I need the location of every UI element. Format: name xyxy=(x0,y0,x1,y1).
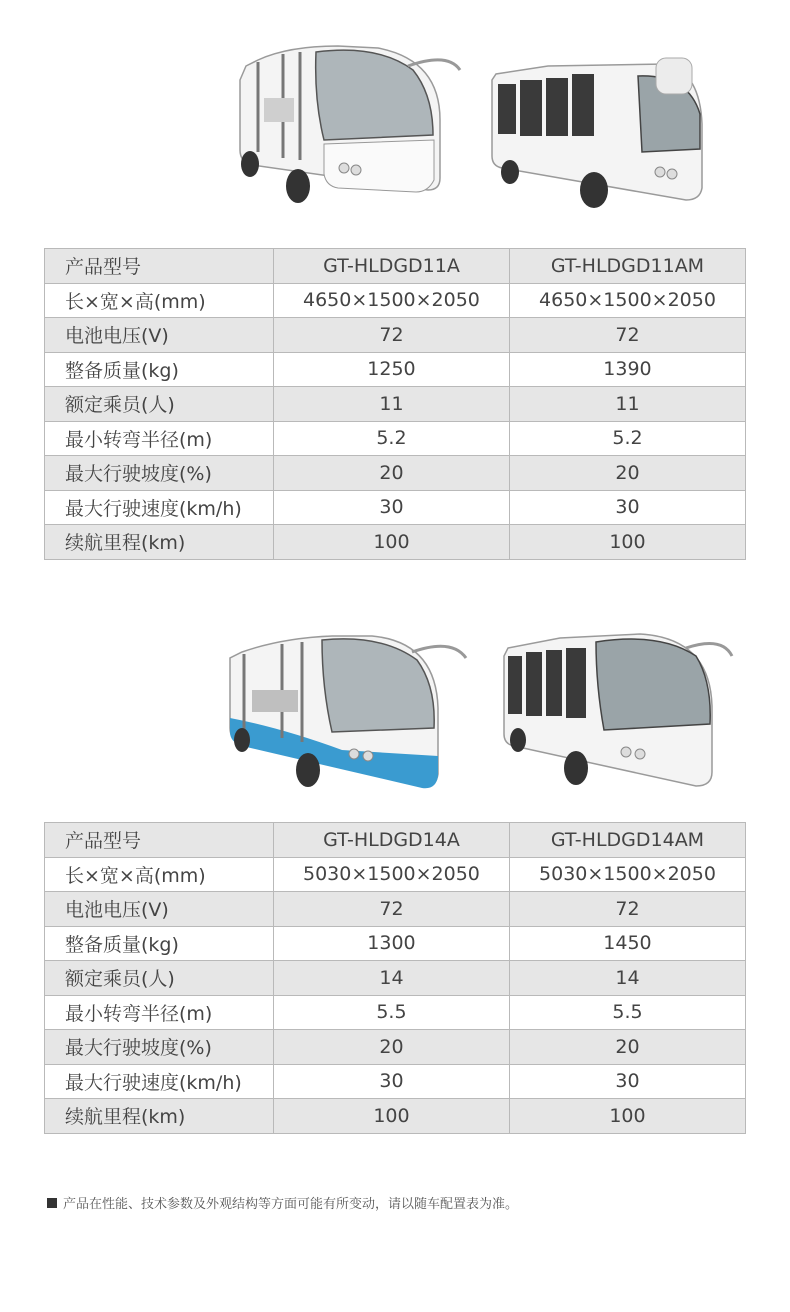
table-row xyxy=(45,1064,746,1099)
spec-value-cell: GT-HLDGD11AM xyxy=(509,249,745,284)
spec-value-cell: 20 xyxy=(273,1030,509,1065)
spec-value-cell: GT-HLDGD11A xyxy=(273,249,509,284)
vehicle-image-14am xyxy=(500,626,736,802)
table-row xyxy=(45,1030,746,1065)
table-row xyxy=(45,387,746,422)
spec-label-cell: 最大行驶坡度(%) xyxy=(45,1030,274,1065)
spec-value-cell: 30 xyxy=(273,490,509,525)
table-row xyxy=(45,421,746,456)
spec-value-cell: 30 xyxy=(509,490,745,525)
spec-label-cell: 长×宽×高(mm) xyxy=(45,857,274,892)
spec-value-cell: 1450 xyxy=(509,926,745,961)
spec-value-cell: 20 xyxy=(509,1030,745,1065)
spec-value-cell: 4650×1500×2050 xyxy=(509,283,745,318)
spec-label-cell: 最大行驶速度(km/h) xyxy=(45,490,274,525)
table-row xyxy=(45,995,746,1030)
spec-value-cell: 1300 xyxy=(273,926,509,961)
spec-value-cell: GT-HLDGD14AM xyxy=(509,823,745,858)
spec-value-cell: 72 xyxy=(509,892,745,927)
vehicle-image-11am xyxy=(488,44,722,220)
table-row xyxy=(45,283,746,318)
spec-value-cell: 30 xyxy=(273,1064,509,1099)
footnote-text: 产品在性能、技术参数及外观结构等方面可能有所变动，请以随车配置表为准。 xyxy=(63,1197,519,1212)
table-row xyxy=(45,318,746,353)
table-row xyxy=(45,249,746,284)
spec-value-cell: 100 xyxy=(273,525,509,560)
spec-value-cell: 5.2 xyxy=(509,421,745,456)
spec-value-cell: 14 xyxy=(273,961,509,996)
spec-label-cell: 最小转弯半径(m) xyxy=(45,995,274,1030)
spec-label-cell: 电池电压(V) xyxy=(45,318,274,353)
spec-value-cell: 5.5 xyxy=(509,995,745,1030)
spec-value-cell: 30 xyxy=(509,1064,745,1099)
spec-label-cell: 产品型号 xyxy=(45,249,274,284)
table-row xyxy=(45,892,746,927)
spec-value-cell: 100 xyxy=(509,525,745,560)
spec-label-cell: 电池电压(V) xyxy=(45,892,274,927)
table-row xyxy=(45,961,746,996)
spec-label-cell: 续航里程(km) xyxy=(45,1099,274,1134)
spec-value-cell: 1250 xyxy=(273,352,509,387)
spec-value-cell: 1390 xyxy=(509,352,745,387)
spec-label-cell: 整备质量(kg) xyxy=(45,352,274,387)
spec-value-cell: 4650×1500×2050 xyxy=(273,283,509,318)
spec-label-cell: 产品型号 xyxy=(45,823,274,858)
vehicle-image-14a xyxy=(222,628,472,804)
spec-value-cell: 72 xyxy=(509,318,745,353)
table-row xyxy=(45,490,746,525)
table-row xyxy=(45,857,746,892)
spec-value-cell: GT-HLDGD14A xyxy=(273,823,509,858)
spec-value-cell: 11 xyxy=(273,387,509,422)
spec-value-cell: 11 xyxy=(509,387,745,422)
spec-label-cell: 最小转弯半径(m) xyxy=(45,421,274,456)
vehicle-image-11a xyxy=(228,40,468,220)
spec-value-cell: 20 xyxy=(509,456,745,491)
spec-value-cell: 72 xyxy=(273,892,509,927)
spec-table-2 xyxy=(44,822,746,1134)
spec-label-cell: 长×宽×高(mm) xyxy=(45,283,274,318)
spec-value-cell: 100 xyxy=(273,1099,509,1134)
spec-value-cell: 72 xyxy=(273,318,509,353)
spec-label-cell: 续航里程(km) xyxy=(45,525,274,560)
table-row xyxy=(45,525,746,560)
spec-value-cell: 5.2 xyxy=(273,421,509,456)
table-row xyxy=(45,456,746,491)
spec-value-cell: 14 xyxy=(509,961,745,996)
table-row xyxy=(45,823,746,858)
spec-value-cell: 5.5 xyxy=(273,995,509,1030)
spec-value-cell: 100 xyxy=(509,1099,745,1134)
footnote xyxy=(47,1193,518,1212)
spec-label-cell: 最大行驶速度(km/h) xyxy=(45,1064,274,1099)
spec-label-cell: 最大行驶坡度(%) xyxy=(45,456,274,491)
spec-table-1 xyxy=(44,248,746,560)
spec-label-cell: 额定乘员(人) xyxy=(45,961,274,996)
table-row xyxy=(45,1099,746,1134)
spec-label-cell: 整备质量(kg) xyxy=(45,926,274,961)
spec-value-cell: 5030×1500×2050 xyxy=(273,857,509,892)
spec-value-cell: 20 xyxy=(273,456,509,491)
spec-value-cell: 5030×1500×2050 xyxy=(509,857,745,892)
spec-label-cell: 额定乘员(人) xyxy=(45,387,274,422)
table-row xyxy=(45,926,746,961)
table-row xyxy=(45,352,746,387)
bullet-square-icon xyxy=(47,1198,57,1208)
